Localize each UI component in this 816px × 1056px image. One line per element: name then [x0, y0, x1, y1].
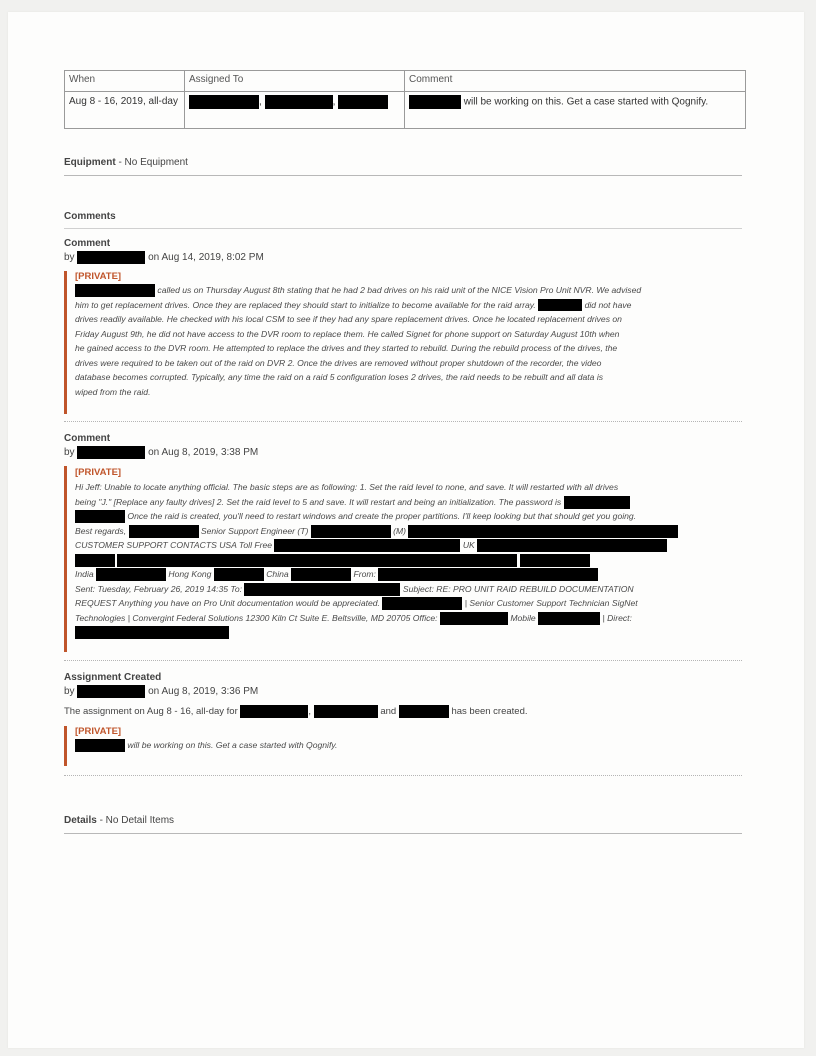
divider: [64, 421, 742, 422]
document-page: [8, 12, 804, 1048]
divider: [64, 175, 742, 176]
comment-1-line: him to get replacement drives. Once they are replaced they should start to initialize to become available for the raid array.: [75, 299, 536, 310]
comment-2-line: Senior Support Engineer (T): [200, 525, 309, 536]
divider: [64, 228, 742, 229]
redaction-block: [75, 626, 229, 639]
comment-2-title: Comment: [64, 433, 111, 444]
details-heading: [64, 815, 174, 826]
header-assigned-to: Assigned To: [189, 74, 244, 85]
redaction-block: [265, 95, 333, 109]
assignment-line-start: The assignment on Aug 8 - 16, all-day for: [64, 706, 238, 718]
divider: [64, 660, 742, 661]
assignment-created-title: Assignment Created: [64, 672, 162, 683]
comment-2-line: From:: [353, 569, 376, 579]
details-note: - No Detail Items: [99, 815, 175, 826]
redaction-block: [240, 705, 308, 718]
redaction-block: [338, 95, 388, 109]
divider: [64, 775, 742, 776]
cell-comment-text: will be working on this. Get a case started with Qognify.: [463, 96, 709, 108]
assignment-created-meta: [64, 685, 258, 698]
by-label: by: [64, 447, 75, 459]
redaction-block: [77, 685, 145, 698]
redaction-block: [189, 95, 259, 109]
comment-1-line: he gained access to the DVR room. He attempted to replace the drives and they started to rebuild. During the rebuild process of the drives, the: [75, 343, 618, 353]
redaction-block: [378, 568, 598, 581]
comment-2-line: Hi Jeff: Unable to locate anything official. The basic steps are as following: 1. Set the raid level to none, and save. It will restarted with all drives: [75, 482, 619, 492]
comment-2-body: [75, 480, 743, 640]
quote-bar: [64, 466, 67, 652]
comment-1-body: [75, 283, 741, 399]
private-label: [PRIVATE]: [75, 271, 122, 282]
cell-assigned-to: , ,: [189, 95, 399, 110]
redaction-block: [77, 251, 145, 264]
assignment-created-date: on Aug 8, 2019, 3:36 PM: [148, 686, 259, 698]
comment-1-line: did not have: [584, 299, 632, 310]
comment-1-line: database becomes corrupted. Typically, any time the raid on a raid 5 configuration loses 2 drives, the raid needs to be rebuilt and all data is: [75, 372, 604, 382]
comment-2-line: | Direct:: [602, 612, 632, 623]
cell-when: Aug 8 - 16, 2019, all-day: [69, 96, 178, 107]
redaction-block: [75, 739, 125, 752]
details-title: Details: [64, 815, 97, 826]
comment-2-line: | Senior Customer Support Technician SigNet: [464, 598, 638, 608]
redaction-block: [129, 525, 199, 538]
redaction-block: [409, 95, 461, 109]
by-label: by: [64, 252, 75, 264]
redaction-block: [75, 284, 155, 297]
comment-1-line: called us on Thursday August 8th stating that he had 2 bad drives on his raid unit of the NICE Vision Pro Unit NVR. We advised: [157, 285, 642, 295]
comment-2-line: Mobile: [510, 612, 536, 623]
comment-2-line: REQUEST Anything you have on Pro Unit documentation would be appreciated.: [75, 598, 380, 608]
comment-2-line: UK: [462, 540, 475, 550]
redaction-block: [244, 583, 400, 596]
comment-1-line: Friday August 9th, he did not have access to the DVR room to replace them. He called Signet for phone support on Saturday August 10th when: [75, 328, 620, 339]
cell-comment: [409, 95, 743, 110]
redaction-block: [96, 568, 166, 581]
comment-2-meta: [64, 446, 258, 459]
comment-1-title: Comment: [64, 238, 111, 249]
equipment-note: - No Equipment: [118, 157, 188, 168]
redaction-block: [75, 510, 125, 523]
comment-1-line: drives were required to be taken out of the raid on DVR 2. Once the drives are removed without proper shutdown of the recorder, the video: [75, 357, 602, 368]
assignment-created-body: [75, 738, 735, 753]
redaction-block: [75, 554, 115, 567]
redaction-block: [399, 705, 449, 718]
quote-bar: [64, 271, 67, 414]
private-label: [PRIVATE]: [75, 726, 122, 737]
header-when: When: [69, 74, 96, 85]
comment-2-line: Sent: Tuesday, February 26, 2019 14:35 To:: [75, 583, 243, 594]
assignment-line-end: has been created.: [451, 706, 528, 718]
by-label: by: [64, 686, 75, 698]
divider: [64, 833, 742, 834]
comment-2-date: on Aug 8, 2019, 3:38 PM: [148, 447, 259, 459]
comment-1-meta: [64, 251, 264, 264]
redaction-block: [274, 539, 460, 552]
comment-2-line: Hong Kong: [168, 569, 212, 579]
redaction-block: [520, 554, 590, 567]
comment-2-line: Subject: RE: PRO UNIT RAID REBUILD DOCUMENTATION: [402, 583, 634, 594]
comment-2-line: Technologies | Convergint Federal Solutions 12300 Kiln Ct Suite E. Beltsville, MD 20705 Office:: [75, 612, 438, 623]
redaction-block: [477, 539, 667, 552]
assignment-created-line: The assignment on Aug 8 - 16, all-day for , and has been created.: [64, 706, 528, 718]
comment-2-line: China: [266, 569, 289, 579]
assignment-private-text: will be working on this. Get a case started with Qognify.: [127, 740, 338, 750]
redaction-block: [314, 705, 378, 718]
redaction-block: [538, 299, 582, 311]
equipment-title: Equipment: [64, 157, 116, 168]
quote-bar: [64, 726, 67, 766]
comment-2-line: India: [75, 569, 94, 579]
equipment-heading: [64, 157, 188, 168]
redaction-block: [77, 446, 145, 459]
comment-2-line: Best regards,: [75, 525, 127, 536]
assignment-table: [64, 70, 746, 129]
redaction-block: [311, 525, 391, 538]
redaction-block: [382, 597, 462, 610]
header-comment: Comment: [409, 74, 453, 85]
comment-1-line: drives readily available. He checked with his local CSM to see if they had any spare replacement drives. Once he located replacement drives on: [75, 314, 622, 324]
comment-1-date: on Aug 14, 2019, 8:02 PM: [148, 252, 264, 264]
comments-heading: Comments: [64, 211, 116, 222]
private-label: [PRIVATE]: [75, 467, 122, 478]
comment-1-line: wiped from the raid.: [75, 386, 151, 397]
comment-2-line: CUSTOMER SUPPORT CONTACTS USA Toll Free: [75, 540, 273, 550]
redaction-block: [291, 568, 351, 581]
redaction-block: [564, 496, 630, 509]
redaction-block: [440, 612, 508, 625]
redaction-block: [214, 568, 264, 581]
redaction-block: [408, 525, 678, 538]
redaction-block: [538, 612, 600, 625]
comment-2-line: Once the raid is created, you'll need to restart windows and create the proper partitions. I'll keep looking but that should get you going.: [127, 511, 637, 521]
redaction-block: [117, 554, 517, 567]
assignment-line-and: and: [380, 706, 397, 718]
comment-2-line: being "J." [Replace any faulty drives] 2. Set the raid level to 5 and save. It will restart and being an initialization. The password is: [75, 496, 562, 507]
comment-2-line: (M): [393, 525, 407, 536]
